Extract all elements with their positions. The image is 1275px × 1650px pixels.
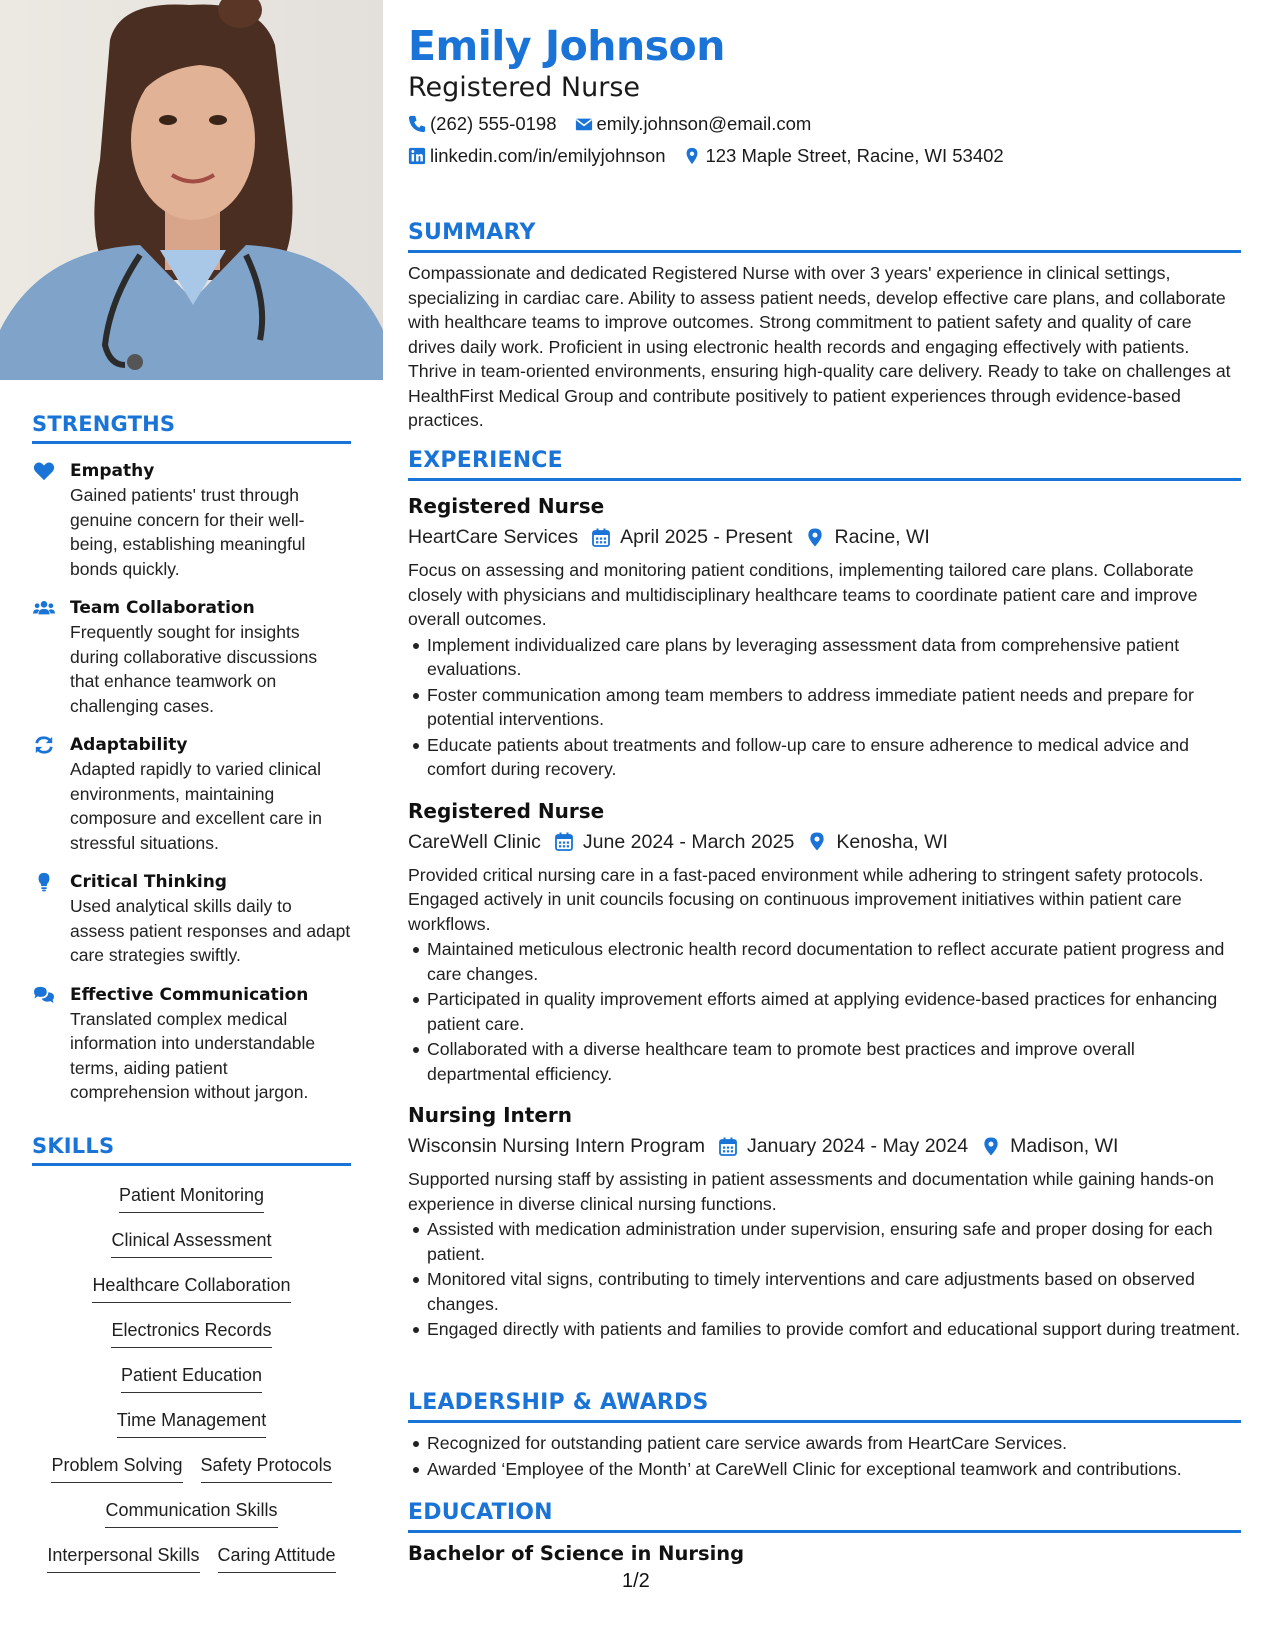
job-title: Nursing Intern bbox=[408, 1103, 573, 1127]
job-entry bbox=[408, 1100, 1241, 1342]
job-bullet: Participated in quality improvement efforts aimed at applying evidence-based practices for enhancing patient care. bbox=[408, 987, 1241, 1036]
skill-tag: Communication Skills bbox=[105, 1499, 277, 1528]
skill-row bbox=[32, 1229, 351, 1274]
skill-row bbox=[32, 1274, 351, 1319]
job-dates-text: June 2024 - March 2025 bbox=[582, 830, 795, 853]
job-bullet: Collaborated with a diverse healthcare team to promote best practices and improve overall departmental efficiency. bbox=[408, 1037, 1241, 1086]
skill-tag: Electronics Records bbox=[111, 1319, 271, 1348]
strength-description: Adapted rapidly to varied clinical environments, maintaining composure and excellent care in stressful situations. bbox=[70, 759, 322, 853]
degree-title: Bachelor of Science in Nursing bbox=[408, 1542, 745, 1565]
skill-row bbox=[32, 1319, 351, 1364]
job-dates bbox=[719, 1131, 968, 1161]
location-pin-icon bbox=[982, 1137, 1000, 1156]
linkedin-text: linkedin.com/in/emilyjohnson bbox=[430, 145, 666, 166]
skill-tag: Patient Education bbox=[121, 1364, 262, 1393]
strength-item bbox=[32, 733, 351, 855]
job-location bbox=[982, 1131, 1118, 1161]
strength-item bbox=[32, 983, 351, 1105]
leadership-section bbox=[408, 1390, 1241, 1482]
skill-row bbox=[32, 1409, 351, 1454]
job-location-text: Madison, WI bbox=[1010, 1135, 1119, 1157]
strength-title: Team Collaboration bbox=[70, 598, 255, 618]
skill-tag: Patient Monitoring bbox=[119, 1184, 264, 1213]
awards-list bbox=[408, 1431, 1241, 1481]
skills-list bbox=[32, 1184, 351, 1589]
award-item: Recognized for outstanding patient care service awards from HeartCare Services. bbox=[408, 1431, 1241, 1456]
strength-description: Translated complex medical information into understandable terms, aiding patient comprehension without jargon. bbox=[70, 1008, 316, 1102]
contact-row-1 bbox=[408, 113, 811, 135]
skill-row bbox=[32, 1454, 351, 1499]
job-location-text: Racine, WI bbox=[834, 526, 930, 548]
users-icon bbox=[32, 597, 56, 619]
email-contact[interactable] bbox=[575, 113, 812, 135]
strength-description: Used analytical skills daily to assess patient responses and adapt care strategies swiftly. bbox=[70, 896, 351, 965]
location-pin-icon bbox=[806, 528, 824, 547]
job-dates bbox=[592, 522, 792, 552]
job-bullet: Educate patients about treatments and follow-up care to ensure adherence to medical advice and comfort during recovery. bbox=[408, 733, 1241, 782]
leadership-heading: LEADERSHIP & AWARDS bbox=[408, 1390, 1241, 1423]
job-description: Focus on assessing and monitoring patient conditions, implementing tailored care plans. Collaborate closely with physicians and multidisciplinary healthcare teams to coordinate patient care and improve overall outcomes. bbox=[408, 560, 1198, 629]
skill-tag: Interpersonal Skills bbox=[47, 1544, 199, 1573]
calendar-icon bbox=[555, 832, 573, 851]
jobs-list bbox=[408, 491, 1241, 1342]
summary-section bbox=[408, 220, 1241, 433]
job-entry bbox=[408, 491, 1241, 782]
education-heading: EDUCATION bbox=[408, 1500, 1241, 1533]
job-dates-text: January 2024 - May 2024 bbox=[746, 1135, 969, 1157]
strength-item bbox=[32, 596, 351, 718]
skill-row bbox=[32, 1544, 351, 1589]
job-meta bbox=[408, 522, 1241, 552]
job-title: Registered Nurse bbox=[408, 798, 605, 823]
skills-heading: SKILLS bbox=[32, 1134, 351, 1166]
job-bullet: Implement individualized care plans by leveraging assessment data from comprehensive patient evaluations. bbox=[408, 633, 1241, 682]
job-bullet: Foster communication among team members to address immediate patient needs and prepare for potential interventions. bbox=[408, 683, 1241, 732]
strengths-section bbox=[32, 412, 351, 1105]
job-location bbox=[808, 827, 948, 857]
skill-tag: Caring Attitude bbox=[218, 1544, 336, 1573]
strength-item bbox=[32, 870, 351, 968]
skill-row bbox=[32, 1364, 351, 1409]
summary-text: Compassionate and dedicated Registered Nurse with over 3 years' experience in clinical settings, specializing in cardiac care. Ability to assess patient needs, develop effective care plans, and collaborate with healthcare teams to improve outcomes. Strong commitment to patient safety and quality of care drives daily work. Proficient in using electronic health records and engaging effectively with patients. Thrive in team-oriented environments, ensuring high-quality care delivery. Ready to take on challenges at HealthFirst Medical Group and contribute positively to patient experiences through evidence-based practices. bbox=[408, 263, 1231, 430]
comments-icon bbox=[32, 984, 56, 1006]
strength-title: Empathy bbox=[70, 461, 155, 481]
skill-tag: Healthcare Collaboration bbox=[92, 1274, 290, 1303]
strength-description: Frequently sought for insights during collaborative discussions that enhance teamwork on challenging cases. bbox=[70, 622, 318, 716]
strengths-list bbox=[32, 459, 351, 1105]
job-bullet: Monitored vital signs, contributing to timely interventions and care adjustments based on observed changes. bbox=[408, 1267, 1241, 1316]
calendar-icon bbox=[592, 528, 610, 547]
phone-text: (262) 555-0198 bbox=[430, 113, 557, 134]
heart-icon bbox=[32, 460, 56, 482]
job-dates bbox=[555, 827, 794, 857]
address-contact bbox=[683, 145, 1003, 167]
phone-icon bbox=[408, 115, 426, 133]
skill-row bbox=[32, 1184, 351, 1229]
candidate-name: Emily Johnson bbox=[408, 22, 725, 70]
lightbulb-icon bbox=[32, 871, 56, 893]
education-section bbox=[408, 1500, 1241, 1565]
job-meta bbox=[408, 1131, 1241, 1161]
skill-tag: Problem Solving bbox=[51, 1454, 182, 1483]
award-item: Awarded ‘Employee of the Month’ at CareWell Clinic for exceptional teamwork and contributions. bbox=[408, 1457, 1241, 1482]
strength-title: Critical Thinking bbox=[70, 872, 227, 892]
envelope-icon bbox=[575, 115, 593, 133]
profile-photo bbox=[0, 0, 383, 380]
job-company: CareWell Clinic bbox=[408, 830, 541, 853]
linkedin-contact[interactable] bbox=[408, 145, 665, 167]
sync-icon bbox=[32, 734, 56, 756]
skills-section bbox=[32, 1134, 351, 1589]
strength-title: Effective Communication bbox=[70, 984, 309, 1005]
job-company: Wisconsin Nursing Intern Program bbox=[408, 1135, 705, 1157]
skill-tag: Clinical Assessment bbox=[111, 1229, 271, 1258]
experience-section bbox=[408, 448, 1241, 1343]
skill-row bbox=[32, 1499, 351, 1544]
strengths-heading: STRENGTHS bbox=[32, 412, 351, 444]
calendar-icon bbox=[719, 1137, 737, 1156]
location-pin-icon bbox=[683, 147, 701, 165]
strength-item bbox=[32, 459, 351, 581]
job-bullets bbox=[408, 937, 1241, 1086]
linkedin-icon bbox=[408, 147, 426, 165]
job-company: HeartCare Services bbox=[408, 526, 579, 548]
job-bullet: Maintained meticulous electronic health record documentation to reflect accurate patient progress and care changes. bbox=[408, 937, 1241, 986]
job-description: Supported nursing staff by assisting in patient assessments and documentation while gaining hands-on experience in diverse clinical nursing functions. bbox=[408, 1169, 1214, 1214]
page-number: 1/2 bbox=[622, 1570, 650, 1592]
email-text: emily.johnson@email.com bbox=[596, 113, 812, 134]
strength-description: Gained patients' trust through genuine concern for their well-being, establishing meaningful bonds quickly. bbox=[70, 485, 306, 579]
location-pin-icon bbox=[808, 832, 826, 851]
job-location bbox=[806, 522, 929, 552]
job-entry bbox=[408, 796, 1241, 1087]
job-meta bbox=[408, 827, 1241, 857]
address-text: 123 Maple Street, Racine, WI 53402 bbox=[705, 145, 1004, 166]
candidate-role: Registered Nurse bbox=[408, 72, 640, 103]
job-bullet: Engaged directly with patients and families to provide comfort and educational support during treatment. bbox=[408, 1317, 1241, 1342]
job-bullet: Assisted with medication administration under supervision, ensuring safe and proper dosing for each patient. bbox=[408, 1217, 1241, 1266]
summary-heading: SUMMARY bbox=[408, 220, 1241, 253]
job-title: Registered Nurse bbox=[408, 494, 605, 518]
job-location-text: Kenosha, WI bbox=[836, 830, 948, 853]
experience-heading: EXPERIENCE bbox=[408, 448, 1241, 481]
strength-title: Adaptability bbox=[70, 735, 188, 755]
profile-photo-illustration bbox=[0, 0, 383, 380]
phone-contact[interactable] bbox=[408, 113, 557, 135]
contact-row-2 bbox=[408, 145, 1004, 167]
sidebar bbox=[0, 0, 383, 1650]
skill-tag: Safety Protocols bbox=[201, 1454, 332, 1483]
job-dates-text: April 2025 - Present bbox=[620, 526, 793, 548]
job-bullets bbox=[408, 1217, 1241, 1342]
skill-tag: Time Management bbox=[117, 1409, 266, 1438]
job-description: Provided critical nursing care in a fast-paced environment while adhering to stringent safety protocols. Engaged actively in unit councils focusing on continuous improvement initiatives within patient care workflows. bbox=[408, 864, 1204, 934]
job-bullets bbox=[408, 633, 1241, 782]
